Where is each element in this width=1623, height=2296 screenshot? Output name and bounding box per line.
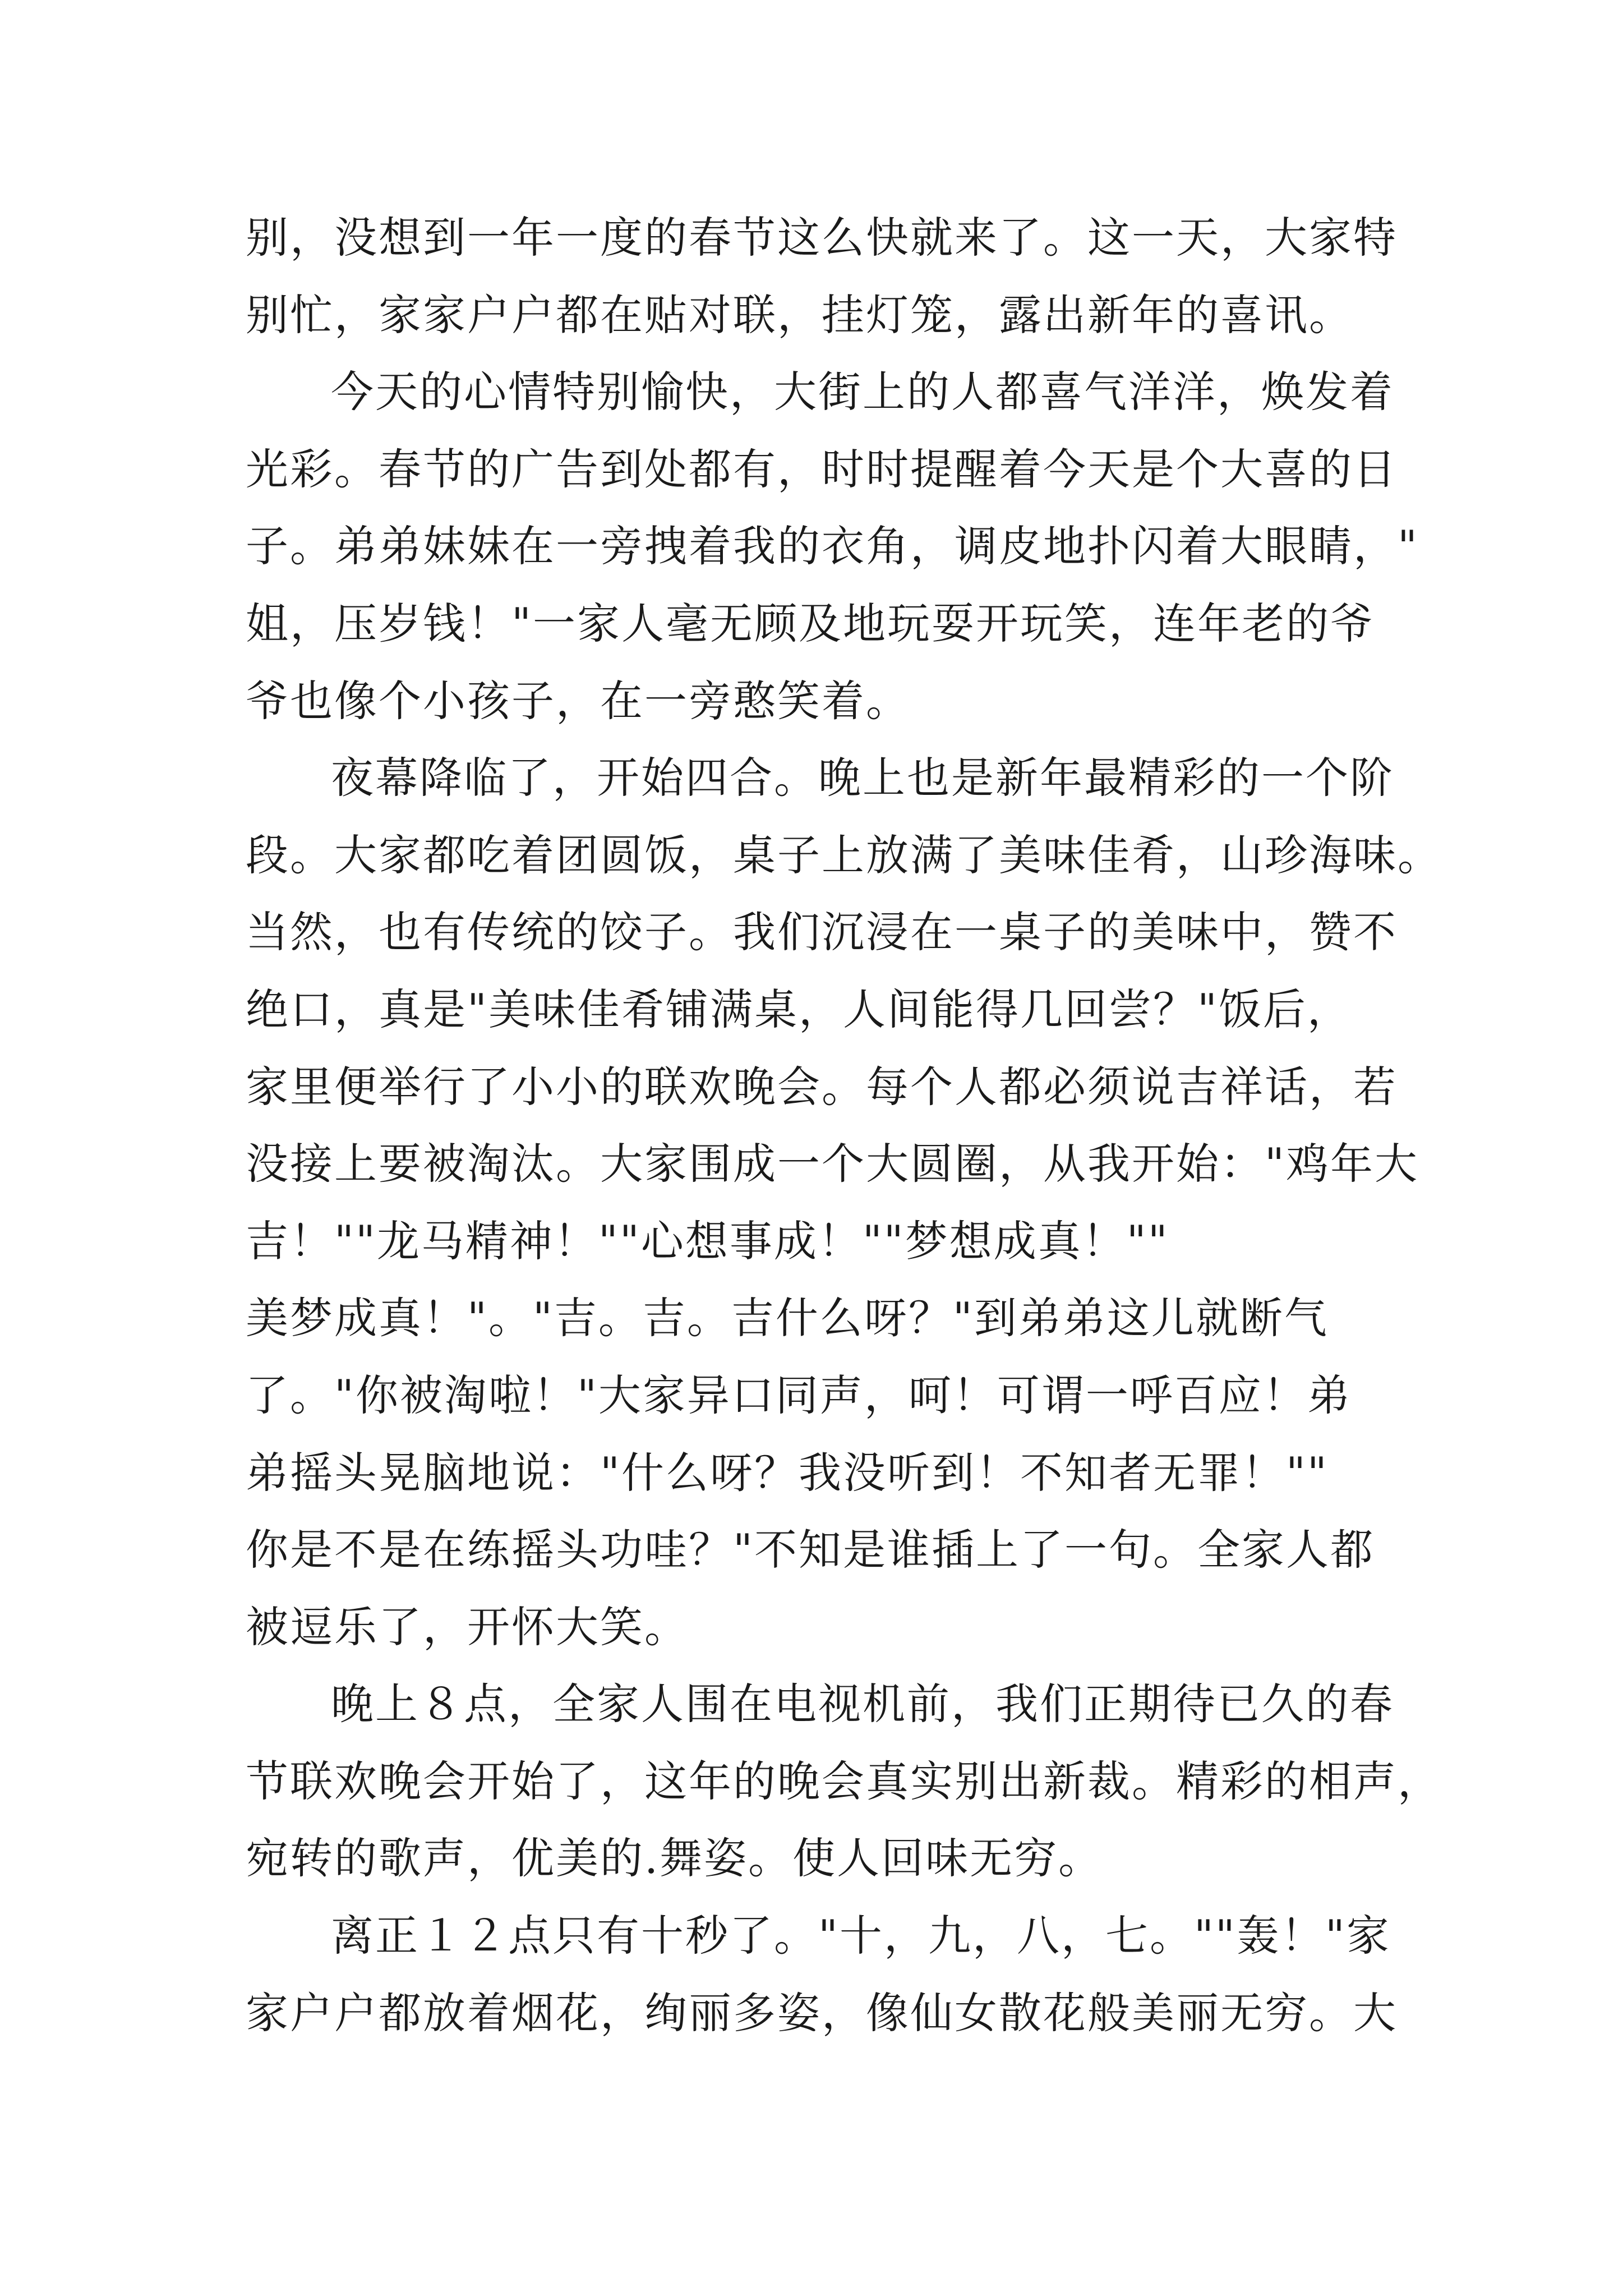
essay-body xyxy=(246,199,1442,2051)
text-line: 段。大家都吃着团圆饭，桌子上放满了美味佳肴，山珍海味。 xyxy=(246,830,1442,880)
text-line: 吉！""龙马精神！""心想事成！""梦想成真！"" xyxy=(246,1216,1169,1266)
text-line: 别忙，家家户户都在贴对联，挂灯笼，露出新年的喜讯。 xyxy=(246,289,1353,340)
text-line: 弟摇头晃脑地说："什么呀？我没听到！不知者无罪！"" xyxy=(246,1447,1329,1498)
paragraph-start-line: 离正１２点只有十秒了。"十，九，八，七。""轰！"家 xyxy=(331,1911,1391,1961)
text-line: 没接上要被淘汰。大家围成一个大圆圈，从我开始："鸡年大 xyxy=(246,1139,1419,1189)
text-line: 爷也像个小孩子，在一旁憨笑着。 xyxy=(246,675,910,726)
text-line: 子。弟弟妹妹在一旁拽着我的衣角，调皮地扑闪着大眼睛，" xyxy=(246,521,1419,572)
paragraph-start-line: 夜幕降临了，开始四合。晚上也是新年最精彩的一个阶 xyxy=(331,753,1394,803)
text-line: 被逗乐了，开怀大笑。 xyxy=(246,1602,689,1652)
text-line: 当然，也有传统的饺子。我们沉浸在一桌子的美味中，赞不 xyxy=(246,907,1398,958)
text-line: 宛转的歌声，优美的.舞姿。使人回味无穷。 xyxy=(246,1833,1103,1884)
text-line: 绝口，真是"美味佳肴铺满桌，人间能得几回尝？"饭后， xyxy=(246,984,1352,1034)
text-line: 了。"你被淘啦！"大家异口同声，呵！可谓一呼百应！弟 xyxy=(246,1370,1352,1420)
text-line: 姐，压岁钱！"一家人毫无顾及地玩耍开玩笑，连年老的爷 xyxy=(246,598,1375,648)
text-line: 家户户都放着烟花，绚丽多姿，像仙女散花般美丽无穷。大 xyxy=(246,1987,1398,2038)
text-line: 你是不是在练摇头功哇？"不知是谁插上了一句。全家人都 xyxy=(246,1525,1375,1575)
text-line: 别，没想到一年一度的春节这么快就来了。这一天，大家特 xyxy=(246,213,1398,263)
text-line: 家里便举行了小小的联欢晚会。每个人都必须说吉祥话，若 xyxy=(246,1061,1398,1112)
paragraph-start-line: 今天的心情特别愉快，大街上的人都喜气洋洋，焕发着 xyxy=(331,367,1394,417)
paragraph-start-line: 晚上８点，全家人围在电视机前，我们正期待已久的春 xyxy=(331,1679,1394,1729)
text-line: 光彩。春节的广告到处都有，时时提醒着今天是个大喜的日 xyxy=(246,444,1398,494)
text-line: 美梦成真！"。"吉。吉。吉什么呀？"到弟弟这儿就断气 xyxy=(246,1293,1329,1343)
text-line: 节联欢晚会开始了，这年的晚会真实别出新裁。精彩的相声， xyxy=(246,1756,1442,1806)
